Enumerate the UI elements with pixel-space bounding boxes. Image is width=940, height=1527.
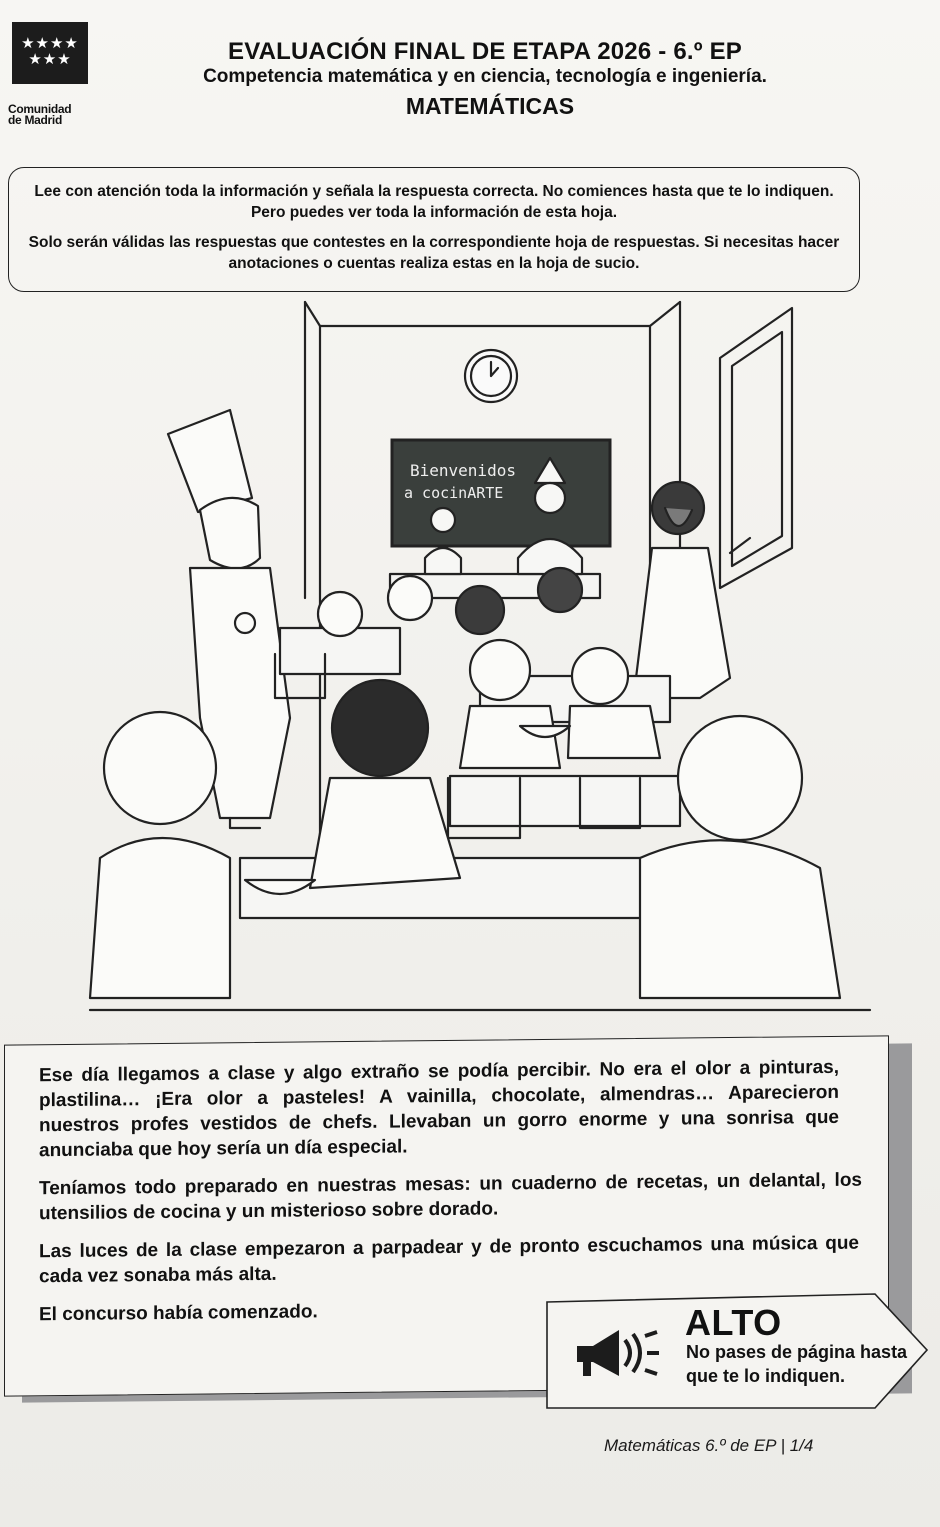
classroom-illustration: [80, 298, 880, 1040]
comunidad-madrid-logo: [8, 22, 90, 126]
page-footer: Matemáticas 6.º de EP | 1/4: [604, 1436, 814, 1455]
logo-text: Comunidad de Madrid: [8, 102, 72, 127]
stop-sign: [545, 1292, 930, 1412]
instructions-box: [8, 167, 860, 292]
instructions-line-1: Lee con atención toda la información y señala la respuesta correcta. No comiences hasta que te lo indiquen. Pero puedes ver toda la información de esta hoja.: [34, 183, 834, 221]
story-paragraph-3: Las luces de la clase empezaron a parpadear y de pronto escuchamos una música que cada vez sonaba más alta.: [39, 1232, 859, 1288]
story-paragraph-2: Teníamos todo preparado en nuestras mesas: un cuaderno de recetas, un delantal, los utensilios de cocina y un misterioso sobre dorado.: [39, 1169, 862, 1225]
blackboard-line-1: Bienvenidos: [410, 461, 516, 480]
blackboard-line-2: a cocinARTE: [404, 484, 504, 502]
megaphone-icon: [573, 1324, 663, 1384]
subject-heading: MATEMÁTICAS: [405, 93, 575, 119]
madrid-flag-icon: ★★★★ ★★★: [12, 22, 88, 84]
page-title: EVALUACIÓN FINAL DE ETAPA 2026 - 6.º EP: [228, 38, 742, 65]
stop-title: ALTO: [685, 1302, 782, 1343]
stop-message: No pases de página hasta que te lo indiquen.: [686, 1342, 908, 1386]
story-paragraph-1: Ese día llegamos a clase y algo extraño se podía percibir. No era el olor a pinturas, plastilina… ¡Era olor a pasteles! A vainilla, chocolate, almendras… Aparecieron nuestros profes vestidos de chefs. Llevaban un gorro enorme y una sonrisa que anunciaba que hoy sería un día especial.: [39, 1056, 839, 1162]
instructions-line-2: Solo serán válidas las respuestas que contestes en la correspondiente hoja de respuestas. Si necesitas hacer anotaciones o cuentas realiza estas en la hoja de sucio.: [28, 234, 840, 272]
story-paragraph-4: El concurso había comenzado.: [39, 1301, 318, 1326]
page-subtitle: Competencia matemática y en ciencia, tecnología e ingeniería.: [203, 66, 767, 87]
